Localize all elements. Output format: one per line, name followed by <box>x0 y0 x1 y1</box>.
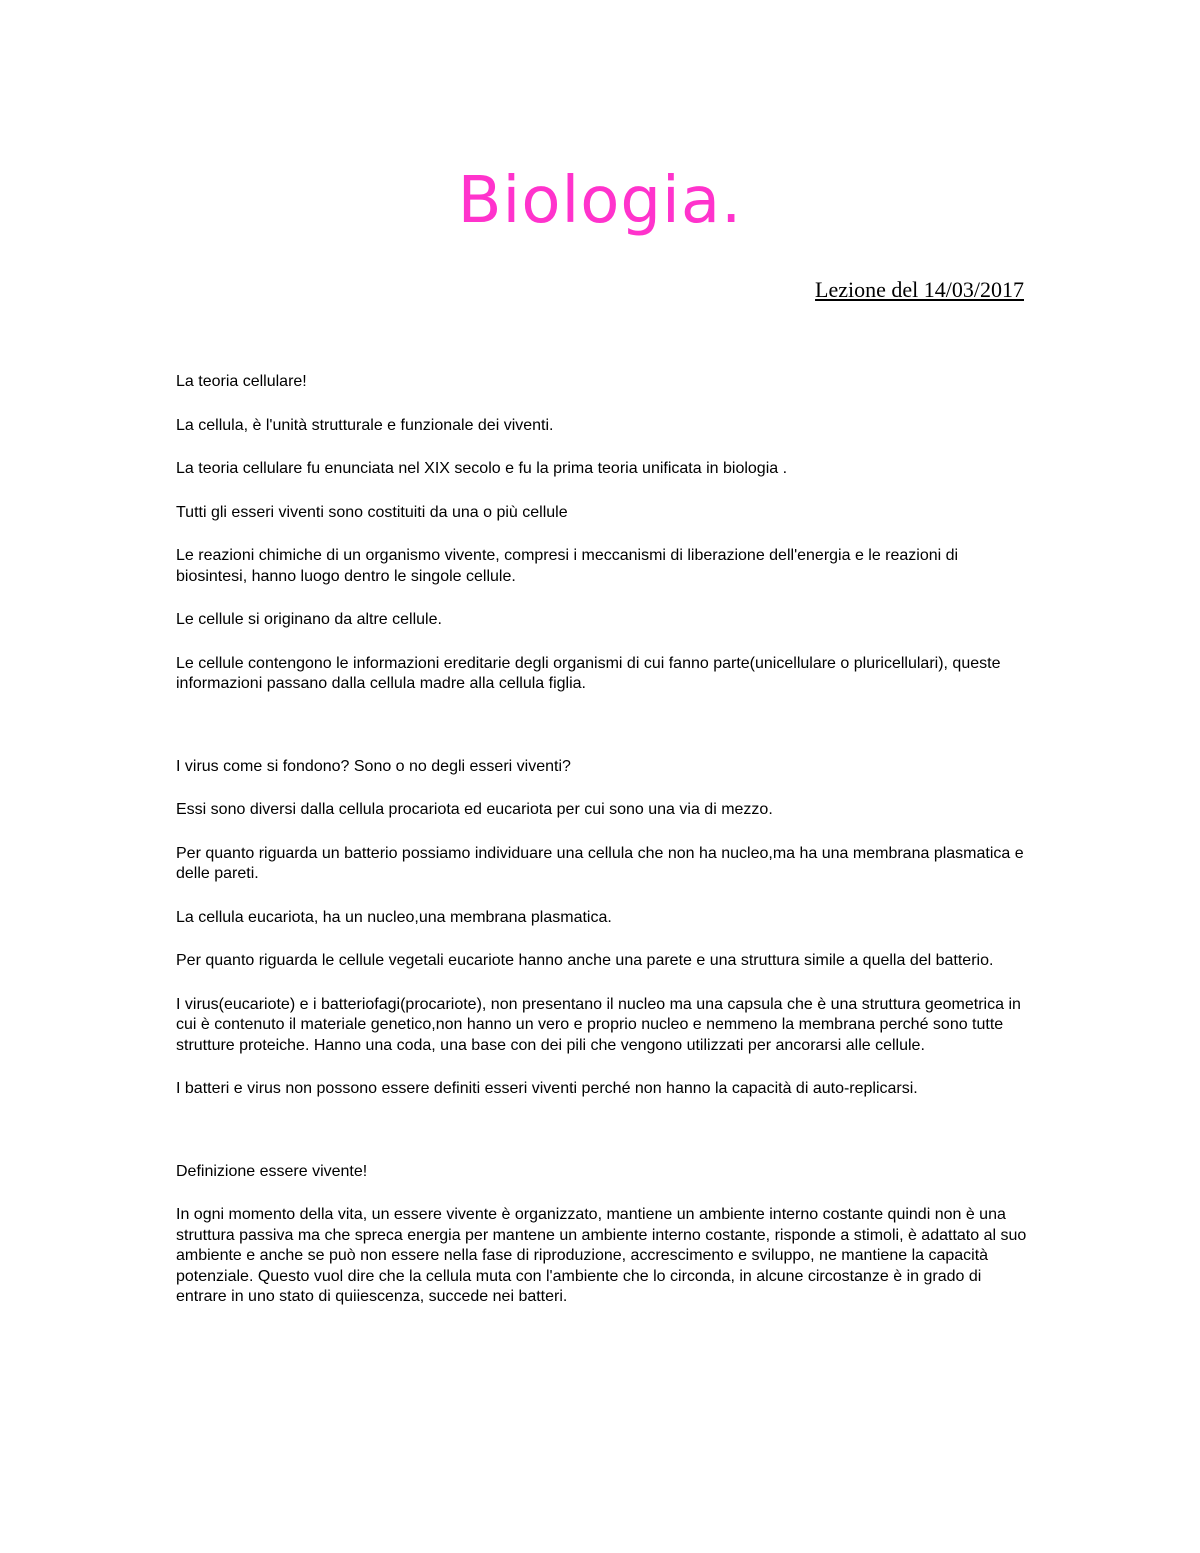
paragraph: In ogni momento della vita, un essere vivente è organizzato, mantiene un ambiente interno costante quindi non è una struttura passiva ma che spreca energia per mantene un ambiente interno costante, risponde a stimoli, è adattato al suo ambiente e anche se può non essere nella fase di riproduzione, accrescimento e sviluppo, ne mantiene la capacità potenziale. Questo vuol dire che la cellula muta con l'ambiente che lo circonda, in alcune circostanze è in grado di entrare in uno stato di quiiescenza, succede nei batteri. <box>176 1206 1027 1305</box>
paragraph: Per quanto riguarda le cellule vegetali eucariote hanno anche una parete e una struttura simile a quella del batterio. <box>176 952 994 969</box>
paragraph-heading-living-being: Definizione essere vivente! <box>176 1162 368 1180</box>
paragraph-heading-cell-theory: La teoria cellulare! <box>176 373 307 390</box>
paragraph: Le cellule si originano da altre cellule. <box>176 611 442 628</box>
paragraph: I virus(eucariote) e i batteriofagi(procariote), non presentano il nucleo ma una capsula che è una struttura geometrica in cui è contenuto il materiale genetico,non hanno un vero e proprio nucleo e nemmeno la membrana perché sono tutte strutture proteiche. Hanno una coda, una base con dei pili che vengono utilizzati per ancorarsi alle cellule. <box>176 995 1021 1054</box>
paragraph: La cellula, è l'unità strutturale e funzionale dei viventi. <box>176 416 554 434</box>
paragraph-heading-virus: I virus come si fondono? Sono o no degli esseri viventi? <box>176 757 571 775</box>
paragraph: Le cellule contengono le informazioni ereditarie degli organismi di cui fanno parte(unicellulare o pluricellulari), queste informazioni passano dalla cellula madre alla cellula figlia. <box>176 654 1001 692</box>
paragraph: La teoria cellulare fu enunciata nel XIX secolo e fu la prima teoria unificata in biologia . <box>176 460 788 477</box>
paragraph: Essi sono diversi dalla cellula procariota ed eucariota per cui sono una via di mezzo. <box>176 801 773 818</box>
page-title: Biologia. <box>457 164 743 238</box>
paragraph: Le reazioni chimiche di un organismo vivente, compresi i meccanismi di liberazione dell'energia e le reazioni di biosintesi, hanno luogo dentro le singole cellule. <box>176 547 959 585</box>
paragraph: Per quanto riguarda un batterio possiamo individuare una cellula che non ha nucleo,ma ha una membrana plasmatica e delle pareti. <box>176 844 1024 882</box>
paragraph: La cellula eucariota, ha un nucleo,una membrana plasmatica. <box>176 908 612 926</box>
document-body <box>176 372 1028 1331</box>
lesson-date: Lezione del 14/03/2017 <box>815 277 1024 302</box>
paragraph: I batteri e virus non possono essere definiti esseri viventi perché non hanno la capacità di auto-replicarsi. <box>176 1080 918 1097</box>
paragraph: Tutti gli esseri viventi sono costituiti da una o più cellule <box>176 503 568 521</box>
